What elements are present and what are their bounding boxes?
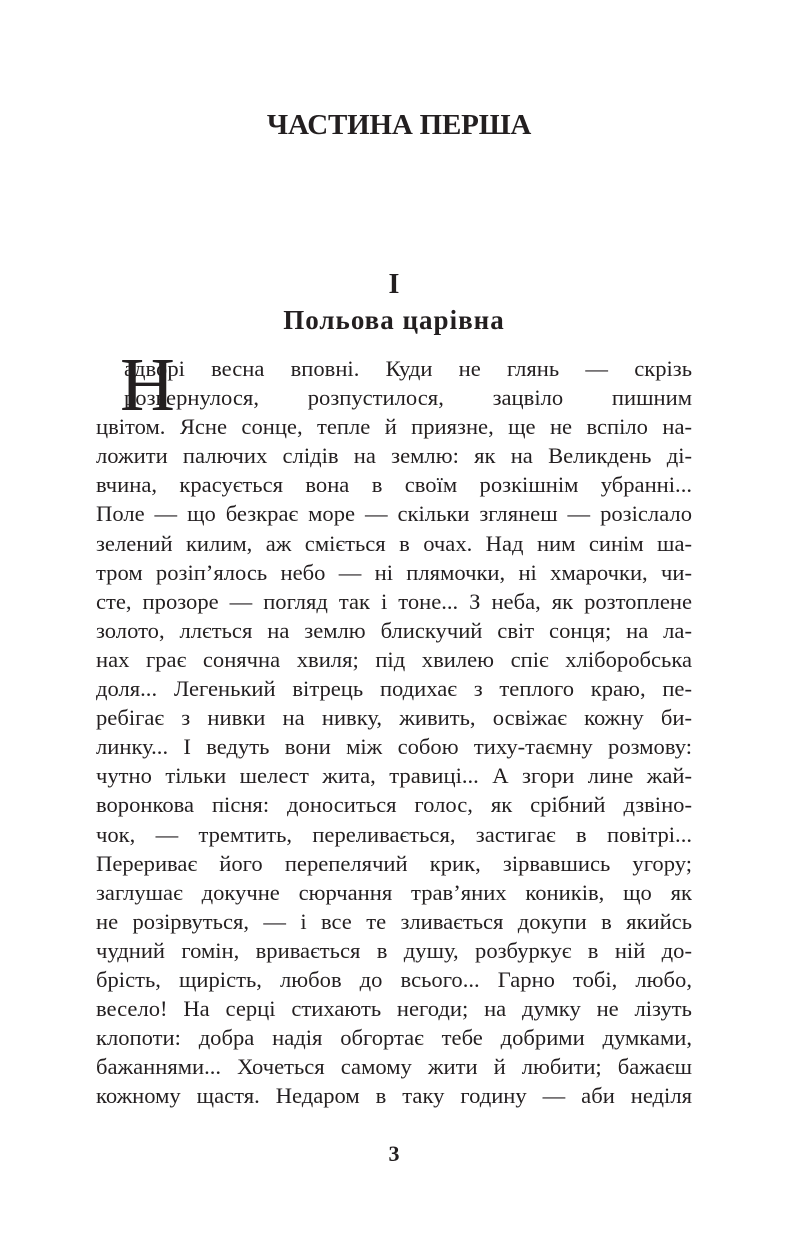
chapter-number: I bbox=[388, 269, 400, 300]
body-text bbox=[96, 343, 692, 1110]
text-line: линку... І ведуть вони між собою тиху-таємну розмову: bbox=[96, 734, 692, 760]
part-title: ЧАСТИНА ПЕРША bbox=[266, 109, 532, 141]
text-line: вчина, красується вона в своїм розкішнім убранні... bbox=[96, 472, 692, 498]
text-line: адворі весна вповні. Куди не глянь — скрізь bbox=[124, 356, 692, 381]
text-line: зелений килим, аж сміється в очах. Над ним синім ша- bbox=[96, 530, 692, 556]
text-line: доля... Легенький вітрець подихає з теплого краю, пе- bbox=[96, 676, 692, 702]
text-line: сте, прозоре — погляд так і тоне... З неба, як розтоплене bbox=[96, 588, 692, 614]
text-line: тром розіп’ялось небо — ні плямочки, ні хмарочки, чи- bbox=[96, 559, 692, 585]
text-line: золото, ллється на землю блискучий світ сонця; на ла- bbox=[96, 617, 692, 643]
text-line: ребігає з нивки на нивку, живить, освіжає кожну би- bbox=[96, 705, 692, 731]
drop-cap: Н bbox=[120, 343, 175, 427]
text-line: цвітом. Ясне сонце, тепле й приязне, ще не вспіло на- bbox=[96, 414, 692, 440]
text-line: воронкова пісня: доноситься голос, як срібний дзвіно- bbox=[96, 792, 692, 818]
text-line: чутно тільки шелест жита, травиці... А згори лине жай- bbox=[96, 763, 692, 789]
text-line: бажаннями... Хочеться самому жити й любити; бажаєш bbox=[96, 1054, 692, 1080]
text-line: не розірвуться, — і все те зливається докупи в якийсь bbox=[96, 908, 692, 934]
text-line: брість, щирість, любов до всього... Гарно тобі, любо, bbox=[96, 966, 692, 992]
text-line: нах грає сонячна хвиля; під хвилею спіє хліборобська bbox=[96, 646, 692, 672]
text-line: чок, — тремтить, переливається, застигає в повітрі... bbox=[96, 821, 692, 847]
text-line: весело! На серці стихають негоди; на думку не лізуть bbox=[96, 996, 692, 1022]
text-line: Перериває його перепелячий крик, зірвавшись угору; bbox=[96, 850, 692, 876]
page-number: 3 bbox=[388, 1141, 400, 1166]
text-line: ложити палючих слідів на землю: як на Великдень ді- bbox=[96, 443, 692, 469]
text-line: Поле — що безкрає море — скільки зглянеш — розіслало bbox=[96, 501, 692, 527]
text-line: чудний гомін, вривається в душу, розбуркує в ній до- bbox=[96, 937, 692, 963]
text-line: розвернулося, розпустилося, зацвіло пишним bbox=[124, 385, 692, 411]
text-line: кожному щастя. Недаром в таку годину — аби неділя bbox=[96, 1083, 692, 1109]
text-line: заглушає докучне сюрчання трав’яних коників, що як bbox=[96, 879, 692, 905]
chapter-title: Польова царівна bbox=[283, 305, 505, 335]
text-line: клопоти: добра надія обгортає тебе добрими думками, bbox=[96, 1025, 692, 1051]
